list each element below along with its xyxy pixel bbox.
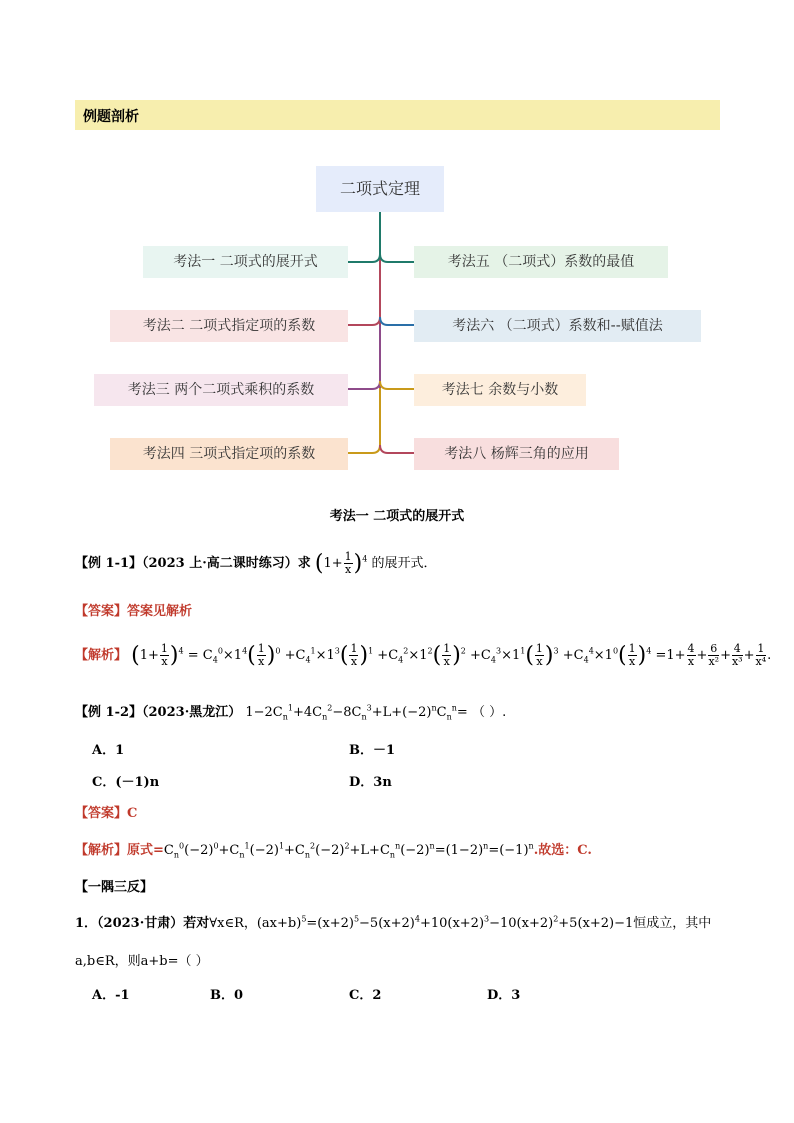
connector-right-2	[380, 317, 414, 325]
mindmap-node-method-2: 考法二 二项式指定项的系数	[110, 310, 348, 342]
method-heading: 考法一 二项式的展开式	[329, 509, 465, 524]
option-b: B．－1	[349, 743, 396, 758]
q1-option-b: B．0	[210, 988, 244, 1003]
answer-text: C	[127, 806, 138, 821]
solution-expression: (1+ $\frac{1}{x}$ )$^4 = C_4^0\times 1^4$( $\frac{1}{x}$ )$^0 +C_4^1\times 1^3$( $\frac{1}{x}$ )$^1 +C_4^2\times 1^2$( $\frac{1}{x}$ )$^2 +C_4^3\times 1^1$( $\frac{1}{x}$ )$^3 +C_4^4\times 1^0$( $\frac{1}{x}$ )$^4$ =1+ $\frac{4}{x}$ + $\frac{6}{\text{x²}}$ + $\frac{4}{\text{x³}}$ + $\frac{1}{\text{x⁴}}$ .	[131, 642, 772, 668]
mindmap-connectors	[0, 0, 794, 480]
solution-label: 【解析】	[75, 648, 128, 663]
mindmap-node-method-6: 考法六 （二项式）系数和--赋值法	[414, 310, 701, 342]
question-number: 1．（2023·甘肃）若对	[75, 916, 210, 931]
example-1-2	[75, 701, 506, 722]
mindmap-node-method-7: 考法七 余数与小数	[414, 374, 586, 406]
question-line2b: a+b=（ ）	[140, 954, 209, 969]
option-a: A．1	[92, 743, 125, 758]
q1-option-d: D．3	[487, 988, 521, 1003]
solution-1	[75, 643, 771, 668]
example-source: （2023 上·高二课时练习）求	[142, 556, 311, 571]
solution-label: 【解析】	[75, 843, 128, 858]
q1-option-c: C．2	[349, 988, 382, 1003]
answer-label: 【答案】	[75, 604, 128, 619]
section-title: 例题剖析	[83, 109, 139, 125]
option-c: C．(－1)n	[92, 775, 160, 790]
expression: $1-2C_n^1+4C_n^2-8C_n^3+L+(-2)^nC_n^n=$	[245, 703, 468, 722]
answer-text: 答案见解析	[127, 604, 193, 619]
example-label: 【例 1-1】	[75, 556, 143, 571]
example-tail: （ ）.	[471, 705, 507, 720]
question-tail: 恒成立，其中	[633, 916, 712, 931]
connector-left-2	[348, 317, 380, 325]
solution-choice: C.	[577, 843, 592, 858]
mindmap-node-method-8: 考法八 杨辉三角的应用	[414, 438, 619, 470]
connector-left-4	[348, 445, 380, 453]
question-condition: ∀x∈R，	[209, 916, 257, 931]
answer-label: 【答案】	[75, 806, 128, 821]
connector-right-1	[380, 254, 414, 262]
solution-expression: $C_n^0(-2)^0+C_n^1(-2)^1+C_n^2(-2)^2+L+C_n^n(-2)^n=(1-2)^n=(-1)^n$	[163, 841, 534, 860]
answer-1	[75, 600, 192, 619]
solution-tail: .故选：	[533, 843, 578, 858]
mindmap-root: 二项式定理	[316, 166, 444, 212]
mindmap-node-method-4: 考法四 三项式指定项的系数	[110, 438, 348, 470]
expression: (1+ $\frac{1}{x}$ )$^4$	[314, 550, 368, 576]
mindmap-node-method-1: 考法一 二项式的展开式	[143, 246, 348, 278]
connector-left-1	[348, 254, 380, 262]
question-1	[75, 912, 711, 931]
solution-2	[75, 839, 592, 860]
example-source: （2023·黑龙江）	[142, 705, 242, 720]
answer-2	[75, 802, 137, 821]
mindmap-node-method-3: 考法三 两个二项式乘积的系数	[94, 374, 348, 406]
question-1-line-2	[75, 950, 209, 969]
practice-title: 【一隅三反】	[75, 880, 154, 895]
connector-right-3	[380, 381, 414, 389]
mindmap-node-method-5: 考法五 （二项式）系数的最值	[414, 246, 668, 278]
question-expression: $(ax+b)^5=(x+2)^5-5(x+2)^4+10(x+2)^3-10(x+2)^2+5(x+2)-1$	[256, 914, 634, 931]
option-d: D．3n	[349, 775, 392, 790]
connector-right-4	[380, 445, 414, 453]
example-1-1	[75, 551, 437, 576]
example-label: 【例 1-2】	[75, 705, 143, 720]
example-tail: 的展开式．	[371, 556, 437, 571]
question-line2a: a,b∈R，则	[75, 954, 141, 969]
solution-prefix: 原式=	[127, 843, 164, 858]
q1-option-a: A．-1	[92, 988, 130, 1003]
connector-left-3	[348, 381, 380, 389]
